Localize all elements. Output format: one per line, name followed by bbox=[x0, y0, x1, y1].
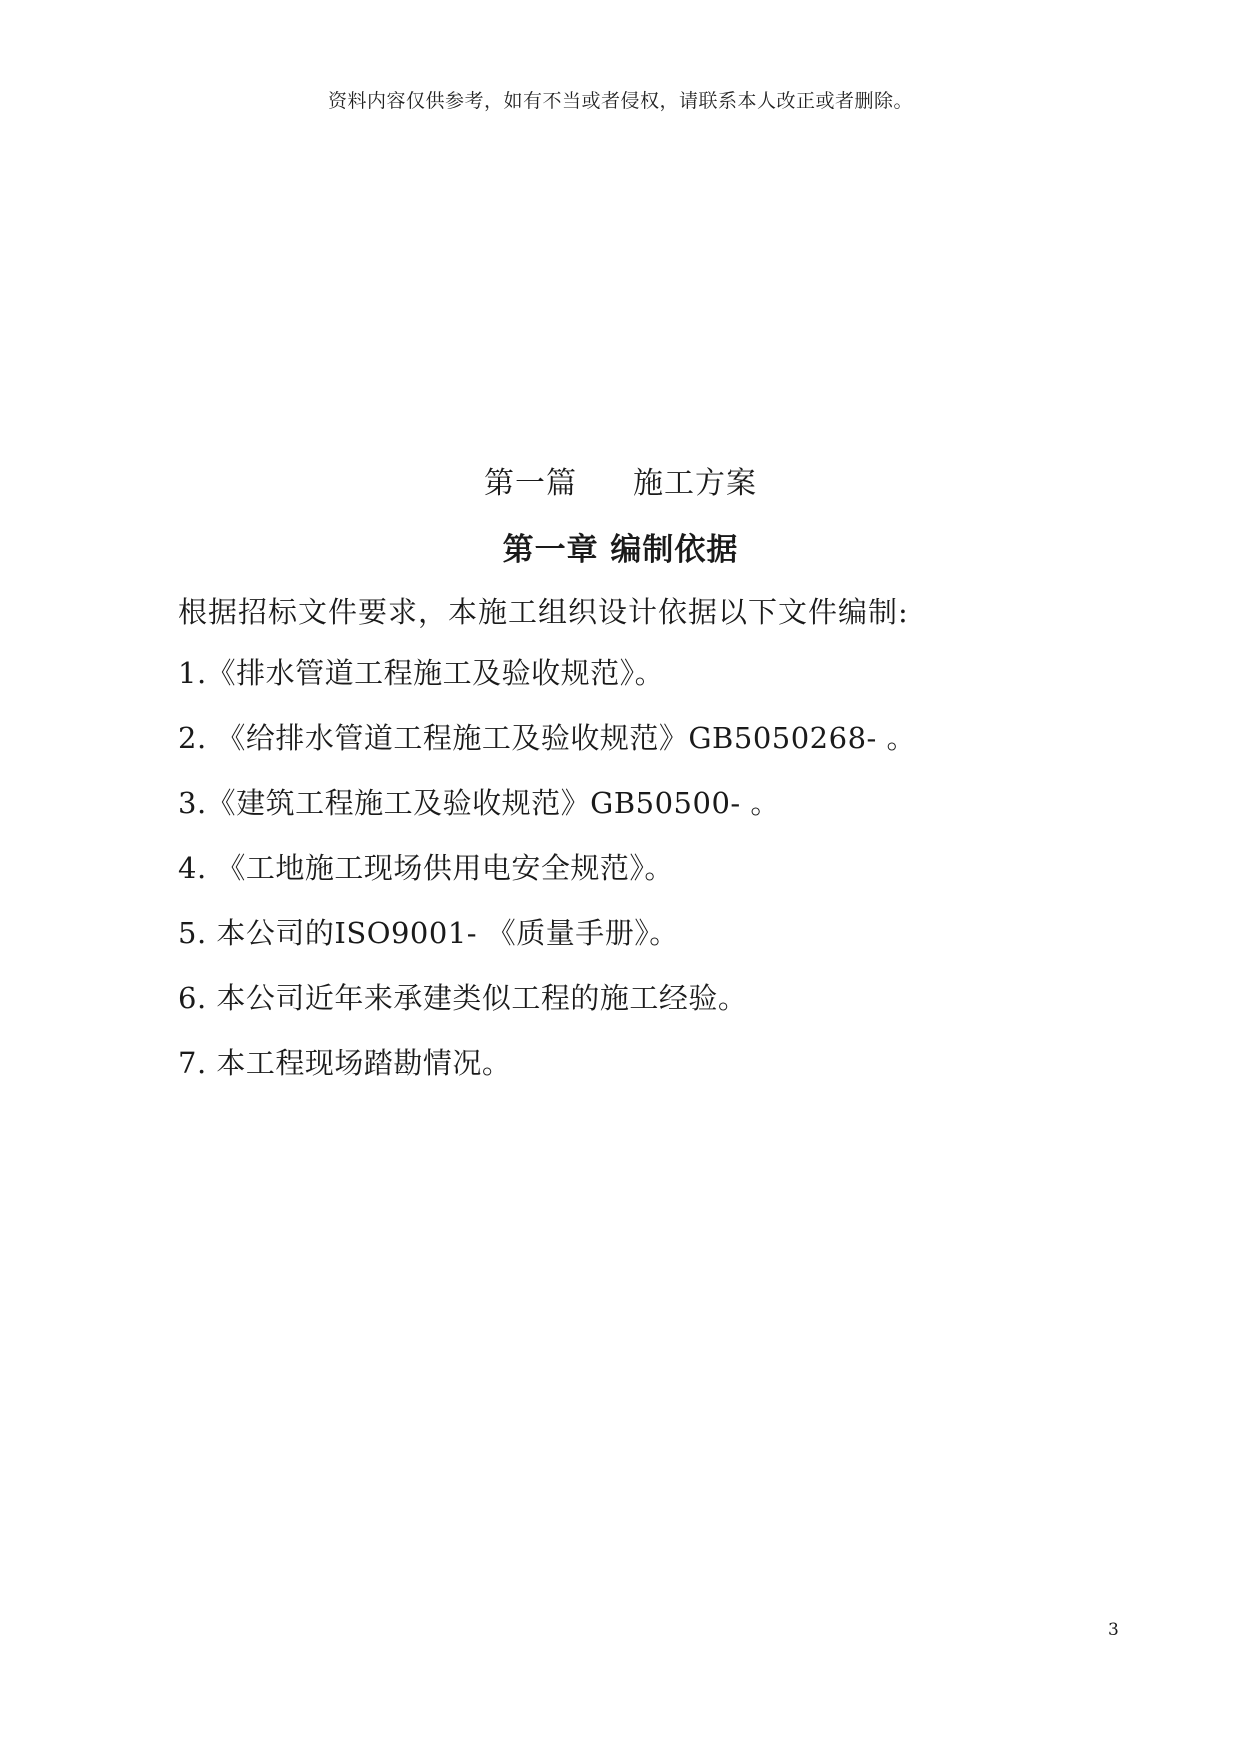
basis-list bbox=[178, 655, 916, 1110]
page-number: 3 bbox=[1108, 1620, 1119, 1640]
basis-item-3: 3.《建筑工程施工及验收规范》GB50500- 。 bbox=[178, 786, 780, 820]
intro-paragraph: 根据招标文件要求，本施工组织设计依据以下文件编制: bbox=[178, 595, 909, 629]
basis-item-4: 4. 《工地施工现场供用电安全规范》。 bbox=[178, 851, 674, 885]
part-label: 第一篇 bbox=[484, 466, 577, 501]
basis-item-2: 2. 《给排水管道工程施工及验收规范》GB5050268- 。 bbox=[178, 721, 917, 755]
basis-item-7: 7. 本工程现场踏勘情况。 bbox=[178, 1046, 512, 1080]
part-heading bbox=[0, 458, 1241, 502]
basis-item-6: 6. 本公司近年来承建类似工程的施工经验。 bbox=[178, 981, 748, 1015]
disclaimer-header: 资料内容仅供参考，如有不当或者侵权，请联系本人改正或者删除。 bbox=[327, 90, 913, 112]
basis-item-5: 5. 本公司的ISO9001- 《质量手册》。 bbox=[178, 916, 679, 950]
basis-item-1: 1.《排水管道工程施工及验收规范》。 bbox=[178, 656, 665, 690]
part-title-text: 施工方案 bbox=[633, 466, 757, 501]
chapter-heading: 第一章 编制依据 bbox=[502, 532, 739, 568]
